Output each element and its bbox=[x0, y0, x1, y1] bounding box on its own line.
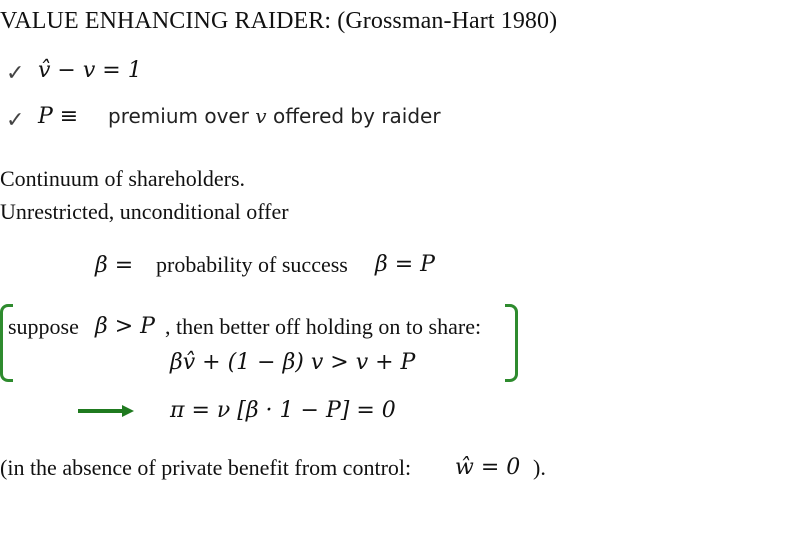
premium-var: v bbox=[255, 104, 267, 128]
formula-lhs: P ≡ bbox=[38, 104, 79, 129]
right-bracket bbox=[505, 304, 518, 382]
note-formula: ŵ = 0 bbox=[455, 455, 521, 480]
assumption-2: Unrestricted, unconditional offer bbox=[0, 199, 289, 224]
note-close: ). bbox=[533, 455, 546, 480]
suppose-label: suppose bbox=[8, 314, 79, 339]
suppose-condition: β > P bbox=[95, 314, 155, 339]
formula-v-hat bbox=[38, 57, 142, 83]
premium-text-2: offered by raider bbox=[272, 104, 441, 128]
premium-definition bbox=[108, 104, 441, 128]
page-title: VALUE ENHANCING RAIDER: (Grossman-Hart 1980) bbox=[0, 8, 558, 34]
note-text: (in the absence of private benefit from control: bbox=[0, 455, 412, 480]
arrow-head-icon bbox=[122, 405, 134, 417]
formula-text: v̂ − v = 1 bbox=[38, 58, 142, 83]
beta-definition: probability of success bbox=[156, 252, 348, 277]
suppose-text: , then better off holding on to share: bbox=[165, 314, 482, 339]
arrow-icon bbox=[78, 409, 124, 413]
beta-lhs: β = bbox=[95, 253, 134, 278]
formula-p-def bbox=[38, 103, 78, 129]
assumption-1: Continuum of shareholders. bbox=[0, 166, 246, 191]
premium-text: premium over bbox=[108, 104, 249, 128]
profit-formula: π = ν [β · 1 − P] = 0 bbox=[170, 398, 396, 423]
checkmark-icon: ✓ bbox=[6, 107, 25, 132]
checkmark-icon: ✓ bbox=[6, 60, 25, 85]
inequality-formula: βv̂ + (1 − β) v > v + P bbox=[170, 350, 416, 375]
beta-equals-p: β = P bbox=[375, 252, 435, 277]
